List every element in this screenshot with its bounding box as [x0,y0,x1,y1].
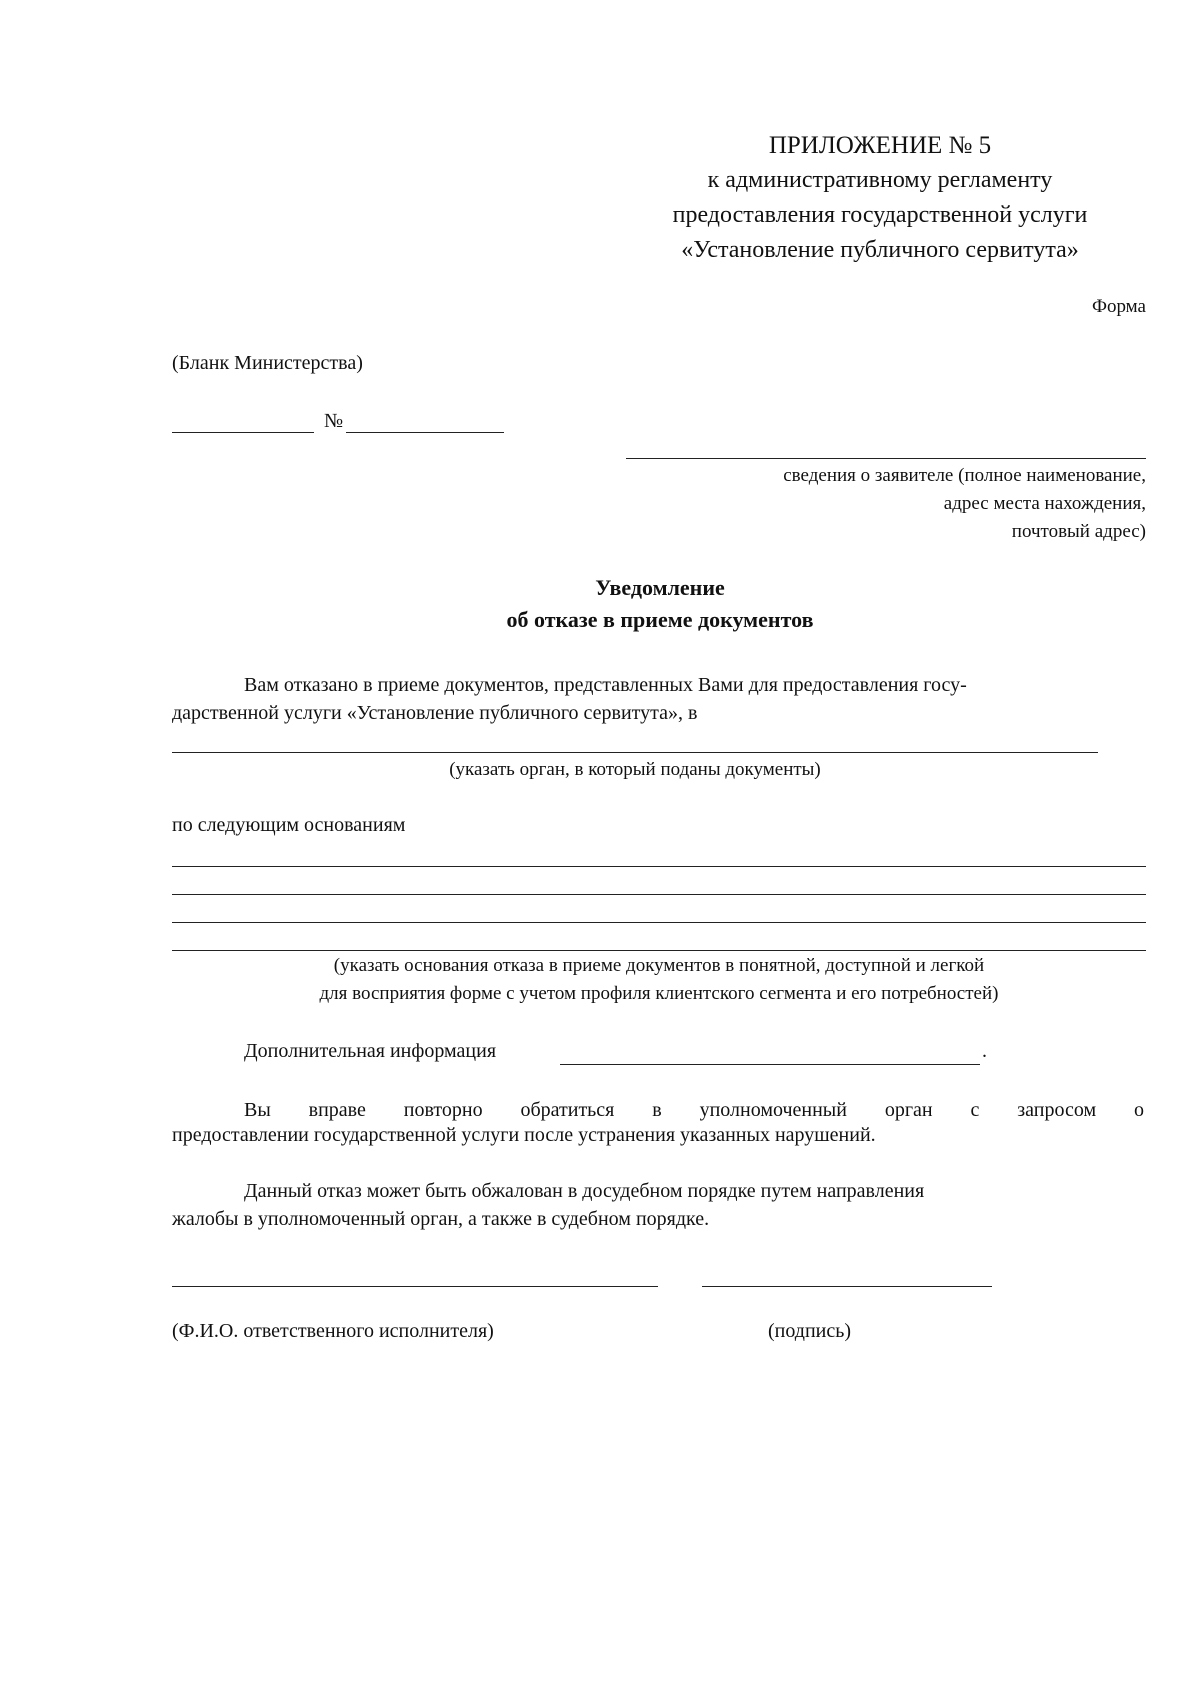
appendix-header [620,128,1140,268]
ministry-blank: (Бланк Министерства) [172,352,363,374]
appeal-line-2: жалобы в уполномоченный орган, а также в судебном порядке. [172,1208,710,1230]
number-blank-line [346,432,504,433]
signature-blank-line [702,1286,992,1287]
grounds-line-2 [172,894,1146,895]
date-blank-line [172,432,314,433]
grounds-line-1 [172,866,1146,867]
form-label: Форма [1091,296,1146,317]
grounds-line-3 [172,922,1146,923]
notice-title [0,572,1200,636]
number-sign: № [324,410,344,432]
notice-title-line-2: об отказе в приеме документов [506,607,814,632]
grounds-caption [172,952,1146,1008]
additional-info-label: Дополнительная информация [244,1040,497,1062]
applicant-caption-line-1: сведения о заявителе (полное наименование, [783,465,1146,486]
additional-info-end: . [982,1040,987,1062]
reapply-line-2: предоставлении государственной услуги после устранения указанных нарушений. [172,1124,876,1146]
applicant-blank-line [626,458,1146,459]
additional-info-blank-line [560,1064,980,1065]
applicant-caption-line-2: адрес места нахождения, [943,493,1146,514]
paragraph-1-line-1: Вам отказано в приеме документов, представленных Вами для предоставления госу- [244,674,967,696]
reapply-line-1: Вы вправе повторно обратиться в уполномоченный орган с запросом о [244,1099,1144,1121]
paragraph-1-line-2: дарственной услуги «Установление публичного сервитута», в [172,702,698,724]
organ-blank-line [172,752,1098,753]
appendix-line-3: предоставления государственной услуги [672,202,1088,228]
grounds-caption-line-1: (указать основания отказа в приеме документов в понятной, доступной и легкой [333,955,985,976]
applicant-caption [600,462,1146,546]
organ-caption: (указать орган, в который поданы документы) [449,759,821,780]
notice-title-line-1: Уведомление [595,575,725,600]
grounds-line-4 [172,950,1146,951]
applicant-caption-line-3: почтовый адрес) [1011,521,1146,542]
signature-caption: (подпись) [768,1320,852,1342]
appendix-number: ПРИЛОЖЕНИЕ № 5 [768,132,992,159]
fio-blank-line [172,1286,658,1287]
appeal-line-1: Данный отказ может быть обжалован в досудебном порядке путем направления [244,1180,925,1202]
grounds-caption-line-2: для восприятия форме с учетом профиля клиентского сегмента и его потребностей) [319,983,999,1004]
fio-caption: (Ф.И.О. ответственного исполнителя) [172,1320,494,1342]
appendix-line-2: к административному регламенту [707,167,1053,193]
appendix-line-4: «Установление публичного сервитута» [681,237,1079,263]
grounds-label: по следующим основаниям [172,814,406,836]
